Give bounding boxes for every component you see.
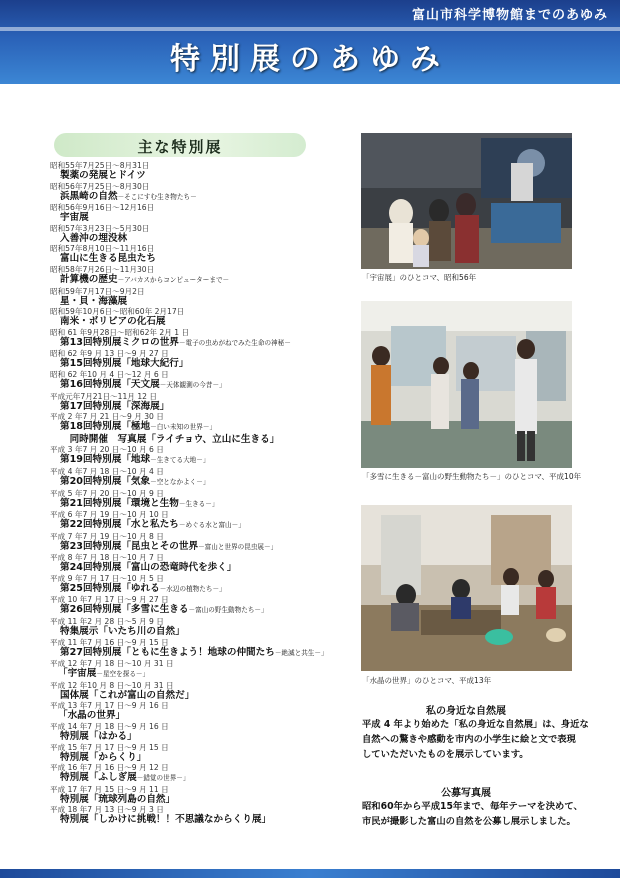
exhibition-name xyxy=(50,814,350,826)
exhibition-title: 計算機の歴史 xyxy=(60,273,118,285)
nature-exhibit-line: 平成 4 年より始めた「私の身近な自然展」は、身近な xyxy=(362,719,589,730)
exhibition-entry xyxy=(50,553,350,574)
photo-caption: 「水晶の世界」のひとコマ、平成13年 xyxy=(362,676,492,685)
exhibition-title: 第22回特別展「水と私たち xyxy=(60,519,179,531)
page-footer-bar xyxy=(0,869,620,878)
exhibition-name xyxy=(50,772,350,785)
exhibition-title: 製薬の発展とドイツ xyxy=(60,170,146,181)
exhibition-name xyxy=(50,583,350,596)
exhibition-date: 平成 17 年7 月 15 日～9 月 11 日 xyxy=(50,784,169,794)
exhibition-date: 昭和59年10月6日～昭和60年 2月17日 xyxy=(50,307,185,317)
exhibition-title: 第24回特別展「富山の恐竜時代を歩く」 xyxy=(60,562,237,574)
exhibition-entry xyxy=(50,203,350,224)
exhibition-subtitle: －富山の野生動物たち－」 xyxy=(188,606,268,615)
exhibition-date: 平成 14 年7 月 18 日～9 月 16 日 xyxy=(50,722,169,732)
exhibition-date: 平成 10 年7 月 17 日～9 月 27 日 xyxy=(50,595,169,605)
header-stripe xyxy=(0,27,620,31)
exhibition-name xyxy=(50,401,350,413)
nature-exhibit-body xyxy=(362,717,602,762)
exhibition-title: 第25回特別展「ゆれる xyxy=(60,582,160,594)
exhibition-date: 昭和57年8月10日～11月16日 xyxy=(50,244,155,254)
crystal-world-illustration xyxy=(361,505,572,671)
exhibition-title: 同時開催 写真展「ライチョウ、立山に生きる」 xyxy=(60,433,280,445)
exhibition-date: 平成 3 年7 月 20 日～10 月 6 日 xyxy=(50,445,164,455)
exhibition-date: 平成 15 年7 月 17 日～9 月 15 日 xyxy=(50,742,169,752)
exhibition-entry xyxy=(50,349,350,370)
exhibition-title: 宇宙展 xyxy=(60,212,89,224)
exhibition-date: 平成 2 年7 月 21 日～9 月 30 日 xyxy=(50,412,164,422)
exhibition-name xyxy=(50,647,350,660)
exhibition-title: 第21回特別展「環境と生物 xyxy=(60,497,179,509)
exhibition-name xyxy=(50,519,350,532)
exhibition-name xyxy=(50,316,350,328)
photo-exhibit-title: 公募写真展 xyxy=(441,788,491,799)
exhibition-name xyxy=(50,710,350,722)
exhibition-date: 平成 18 年7 月 13 日～9 月 3 日 xyxy=(50,805,164,815)
exhibition-entry xyxy=(50,489,350,511)
exhibition-date: 平成 13 年7 月 17 日～9 月 16 日 xyxy=(50,701,169,711)
exhibition-entry xyxy=(50,287,350,308)
exhibition-subtitle: －電子の虫めがねでみた生命の神秘－ xyxy=(178,338,291,347)
exhibition-entry xyxy=(50,265,350,287)
exhibition-subtitle: －生きる－」 xyxy=(178,499,219,508)
exhibition-date: 昭和58年7月26日～11月30日 xyxy=(50,264,155,274)
exhibition-entry xyxy=(50,161,350,182)
exhibition-name xyxy=(50,668,350,681)
exhibition-title: 特別展「琉球列島の自然」 xyxy=(60,793,176,805)
exhibition-entry xyxy=(50,574,350,596)
exhibition-date: 昭和 62 年9 月 13 日～9 月 27 日 xyxy=(50,349,169,359)
exhibition-name xyxy=(50,358,350,370)
exhibition-subtitle: －空となかよく－」 xyxy=(150,477,210,486)
exhibition-name xyxy=(50,274,350,287)
exhibition-date: 昭和56年9月16日～12月16日 xyxy=(50,203,155,213)
exhibition-name xyxy=(50,498,350,511)
exhibition-subtitle: －錯覚の世界－」 xyxy=(136,774,190,783)
photo-snow-wildlife-exhibition xyxy=(361,301,572,468)
exhibition-date: 平成 9 年7 月 17 日～10 月 5 日 xyxy=(50,573,164,583)
exhibition-name xyxy=(50,296,350,308)
exhibition-date: 昭和 61 年9月28日～昭和62年 2月 1 日 xyxy=(50,327,190,337)
exhibition-title: 第16回特別展「天文展 xyxy=(60,378,160,390)
exhibition-date: 昭和55年7月25日～8月31日 xyxy=(50,161,150,170)
exhibition-title: 第13回特別展ミクロの世界 xyxy=(60,336,179,348)
exhibition-entry xyxy=(50,510,350,532)
page-title: 特別展のあゆみ xyxy=(170,42,450,77)
exhibition-date: 平成 11 年7 月 16 日～9 月 15 日 xyxy=(50,637,169,647)
exhibition-name xyxy=(50,253,350,265)
exhibition-title: 第15回特別展「地球大紀行」 xyxy=(60,358,189,370)
exhibition-entry xyxy=(50,638,350,660)
section-title: 主な特別展 xyxy=(137,138,223,156)
wildlife-exhibition-illustration xyxy=(361,301,572,468)
exhibition-date: 平成 7 年7 月 19 日～10 月 8 日 xyxy=(50,531,164,541)
exhibition-entry xyxy=(50,434,350,446)
nature-exhibit-title: 私の身近な自然展 xyxy=(426,706,506,717)
photo-exhibit-body xyxy=(362,799,602,829)
exhibition-title: 富山に生きる昆虫たち xyxy=(60,253,156,265)
exhibition-name xyxy=(50,191,350,204)
photo-exhibit-line: 昭和60年から平成15年まで、毎年テーマを決めて、 xyxy=(362,801,583,812)
exhibition-name xyxy=(50,170,350,182)
exhibition-date: 平成 4 年7 月 18 日～10 月 4 日 xyxy=(50,466,164,476)
exhibition-date: 平成 6 年7 月 19 日～10 月 10 日 xyxy=(50,510,169,520)
exhibition-title: 入善沖の埋没林 xyxy=(60,232,128,244)
exhibition-entry xyxy=(50,681,350,702)
exhibition-entry xyxy=(50,182,350,204)
exhibition-name xyxy=(50,379,350,392)
exhibition-entry xyxy=(50,224,350,245)
exhibition-title: 第26回特別展「多雪に生きる xyxy=(60,604,189,616)
exhibition-entry xyxy=(50,307,350,328)
exhibition-entry xyxy=(50,328,350,350)
exhibition-entry xyxy=(50,467,350,489)
exhibition-subtitle: －絶滅と共生－」 xyxy=(274,648,328,657)
section-heading xyxy=(54,133,306,157)
nature-exhibit-line: していただいたものを展示しています。 xyxy=(362,749,529,760)
exhibition-name xyxy=(50,626,350,638)
exhibition-entry xyxy=(50,445,350,467)
space-exhibition-illustration xyxy=(361,133,572,269)
exhibition-title: 第17回特別展「深海展」 xyxy=(60,400,170,412)
exhibition-date: 平成 8 年7 月 18 日～10 月 7 日 xyxy=(50,553,164,563)
header-subtitle: 富山市科学博物館までのあゆみ xyxy=(411,8,608,23)
exhibition-name xyxy=(50,337,350,350)
exhibition-entry xyxy=(50,370,350,392)
exhibition-title: 星・貝・海藻展 xyxy=(60,295,128,307)
exhibition-subtitle: －星空を探る－」 xyxy=(96,670,150,679)
exhibition-title: 南米・ボリビアの化石展 xyxy=(60,316,166,328)
exhibition-name xyxy=(50,604,350,617)
exhibition-entry xyxy=(50,412,350,434)
exhibition-entry xyxy=(50,785,350,806)
exhibition-title: 「宇宙展 xyxy=(58,668,97,680)
exhibition-subtitle: －めぐる水と富山－」 xyxy=(178,521,245,530)
exhibition-date: 平成 12 年7 月 18 日～10 月 31 日 xyxy=(50,659,174,669)
exhibition-title: 特別展「はかる」 xyxy=(60,731,137,743)
exhibition-title: 特別展「からくり」 xyxy=(60,751,147,763)
exhibition-title: 特集展示「いたち川の自然」 xyxy=(60,626,185,638)
nature-exhibit-line: 自然への驚きや感動を市内の小学生に絵と文で表現 xyxy=(362,734,576,745)
exhibition-name xyxy=(50,476,350,489)
exhibition-name xyxy=(50,212,350,224)
exhibition-subtitle: －そこにすむ生き物たち－ xyxy=(117,192,197,201)
exhibition-title: 特別展「しかけに挑戦！！不思議なからくり展」 xyxy=(60,814,272,826)
exhibition-date: 平成 16 年7 月 16 日～9 月 12 日 xyxy=(50,763,169,773)
photo-caption: 「多雪に生きる－富山の野生動物たち－」のひとコマ、平成10年 xyxy=(362,472,582,481)
photo-crystal-world xyxy=(361,505,572,671)
exhibition-date: 昭和59年7月17日～9月2日 xyxy=(50,286,145,296)
exhibition-name xyxy=(50,690,350,702)
exhibition-name xyxy=(50,541,350,554)
exhibition-date: 昭和56年7月25日～8月30日 xyxy=(50,181,150,191)
exhibition-subtitle: －富山と世界の昆虫展－」 xyxy=(198,542,278,551)
exhibition-name xyxy=(50,434,350,446)
exhibition-title: 浜黒崎の自然 xyxy=(60,190,118,202)
exhibition-entry xyxy=(50,392,350,413)
exhibition-entry xyxy=(50,805,350,826)
exhibition-date: 平成 5 年7 月 20 日～10 月 9 日 xyxy=(50,488,164,498)
exhibition-date: 平成元年7月21日～11月 12 日 xyxy=(50,391,157,401)
photo-space-exhibition xyxy=(361,133,572,269)
exhibition-list xyxy=(50,161,350,826)
exhibition-entry xyxy=(50,595,350,617)
exhibition-title: 特別展「ふしぎ展 xyxy=(60,772,137,784)
exhibition-name xyxy=(50,454,350,467)
exhibition-name xyxy=(50,421,350,434)
exhibition-entry xyxy=(50,659,350,681)
exhibition-name xyxy=(50,233,350,245)
exhibition-title: 第27回特別展「ともに生きよう！地球の仲間たち xyxy=(60,646,275,658)
exhibition-subtitle: －アバカスからコンピューターまで－ xyxy=(117,275,230,284)
photo-exhibit-line: 市民が撮影した富山の自然を公募し展示しました。 xyxy=(362,816,576,827)
exhibition-title: 第23回特別展「昆虫とその世界 xyxy=(60,540,199,552)
exhibition-entry xyxy=(50,763,350,785)
exhibition-entry xyxy=(50,722,350,743)
exhibition-entry xyxy=(50,532,350,554)
exhibition-entry xyxy=(50,743,350,764)
exhibition-title: 「水晶の世界」 xyxy=(58,710,126,722)
exhibition-entry xyxy=(50,701,350,722)
exhibition-entry xyxy=(50,244,350,265)
exhibition-subtitle: －白い未知の世界－」 xyxy=(150,423,217,432)
exhibition-subtitle: －生きてる大地－」 xyxy=(150,456,210,465)
exhibition-title: 第20回特別展「気象 xyxy=(60,475,151,487)
photo-caption: 「宇宙展」のひとコマ、昭和56年 xyxy=(362,273,477,282)
exhibition-date: 平成 12 年10 月 8 日～10 月 31 日 xyxy=(50,680,174,690)
exhibition-date: 平成 11 年2 月 28 日～5 月 9 日 xyxy=(50,617,164,627)
exhibition-title: 国体展「これが富山の自然だ」 xyxy=(60,689,195,701)
exhibition-date: 昭和 62 年10 月 4 日～12 月 6 日 xyxy=(50,369,169,379)
exhibition-entry xyxy=(50,617,350,638)
exhibition-name xyxy=(50,731,350,743)
exhibition-title: 第19回特別展「地球 xyxy=(60,454,151,466)
exhibition-name xyxy=(50,562,350,574)
exhibition-subtitle: －水辺の植物たち－」 xyxy=(159,584,226,593)
exhibition-date: 昭和57年3月23日～5月30日 xyxy=(50,223,150,233)
exhibition-name xyxy=(50,794,350,806)
page-header xyxy=(0,0,620,84)
exhibition-title: 第18回特別展「極地 xyxy=(60,421,151,433)
exhibition-subtitle: －天体観測の今昔－」 xyxy=(159,380,226,389)
exhibition-name xyxy=(50,752,350,764)
